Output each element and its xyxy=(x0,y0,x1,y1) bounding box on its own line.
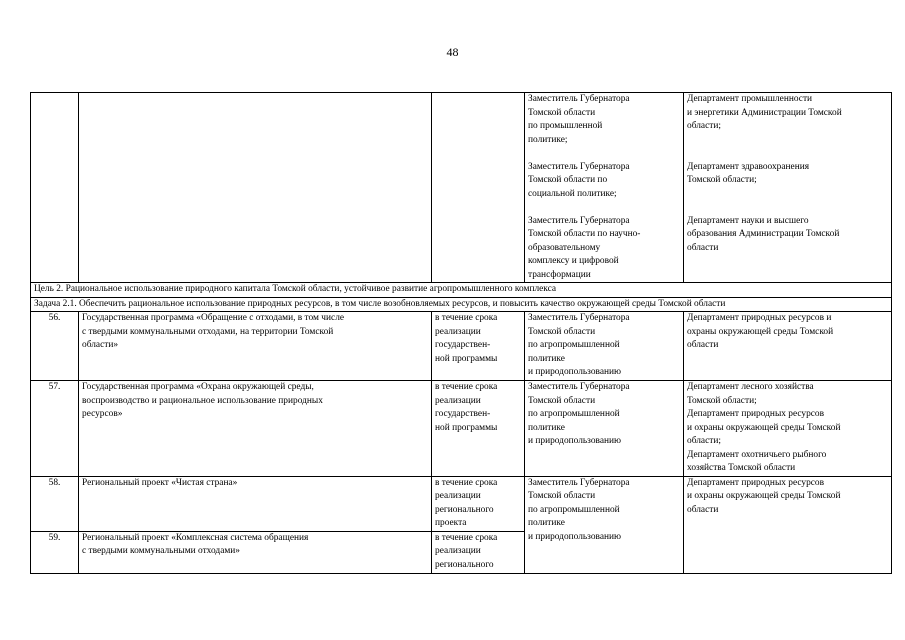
deputy-social: Заместитель Губернатора Томской области по социальной политике; xyxy=(528,161,630,199)
row-number: 58. xyxy=(31,476,79,531)
dept-science: Департамент науки и высшего образования Администрации Томской области xyxy=(687,215,840,253)
row-number: 59. xyxy=(31,531,79,573)
row-responsible: Заместитель Губернатора Томской области по агропромышленной политике и природопользованию xyxy=(525,312,684,381)
task-text: Задача 2.1. Обеспечить рациональное использование природных ресурсов, в том числе возобновляемых ресурсов, и повысить качество окружающей среды Томской области xyxy=(31,297,892,312)
table-row xyxy=(31,312,892,381)
row-responsible: Заместитель Губернатора Томской области по агропромышленной политике и природопользованию xyxy=(525,476,684,573)
cell-name xyxy=(79,93,432,283)
row-term: в течение срока реализации государствен- ной программы xyxy=(432,381,525,477)
cell-responsible xyxy=(525,93,684,283)
dept-health: Департамент здравоохранения Томской области; xyxy=(687,161,810,185)
table-row xyxy=(31,381,892,477)
goal-text: Цель 2. Рациональное использование природного капитала Томской области, устойчивое развитие агропромышленного комплекса xyxy=(31,283,892,298)
plan-table xyxy=(30,92,892,574)
table-row xyxy=(31,476,892,531)
deputy-industry: Заместитель Губернатора Томской области по промышленной политике; xyxy=(528,94,630,145)
row-name: Региональный проект «Чистая страна» xyxy=(79,476,432,531)
row-executor: Департамент природных ресурсов и охраны окружающей среды Томской области xyxy=(684,312,892,381)
row-number: 56. xyxy=(31,312,79,381)
row-executor: Департамент природных ресурсов и охраны окружающей среды Томской области xyxy=(684,476,892,573)
cell-num xyxy=(31,93,79,283)
table-row-continued xyxy=(31,93,892,283)
row-term: в течение срока реализации регионального xyxy=(432,531,525,573)
row-name: Региональный проект «Комплексная система обращения с твердыми коммунальными отходами» xyxy=(79,531,432,573)
cell-term xyxy=(432,93,525,283)
row-number: 57. xyxy=(31,381,79,477)
cell-executor xyxy=(684,93,892,283)
row-term: в течение срока реализации регионального проекта xyxy=(432,476,525,531)
row-name: Государственная программа «Охрана окружающей среды, воспроизводство и рациональное использование природных ресурсов» xyxy=(79,381,432,477)
row-name: Государственная программа «Обращение с отходами, в том числе с твердыми коммунальными отходами, на территории Томской области» xyxy=(79,312,432,381)
task-row xyxy=(31,297,892,312)
row-term: в течение срока реализации государствен- ной программы xyxy=(432,312,525,381)
row-executor: Департамент лесного хозяйства Томской области; Департамент природных ресурсов и охраны окружающей среды Томской области; Департамент охотничьего рыбного хозяйства Томской области xyxy=(684,381,892,477)
row-responsible: Заместитель Губернатора Томской области по агропромышленной политике и природопользованию xyxy=(525,381,684,477)
deputy-science: Заместитель Губернатора Томской области по научно- образовательному комплексу и цифровой трансформации xyxy=(528,215,641,280)
goal-row xyxy=(31,283,892,298)
page-number: 48 xyxy=(446,45,459,59)
dept-industry: Департамент промышленности и энергетики Администрации Томской области; xyxy=(687,94,842,131)
